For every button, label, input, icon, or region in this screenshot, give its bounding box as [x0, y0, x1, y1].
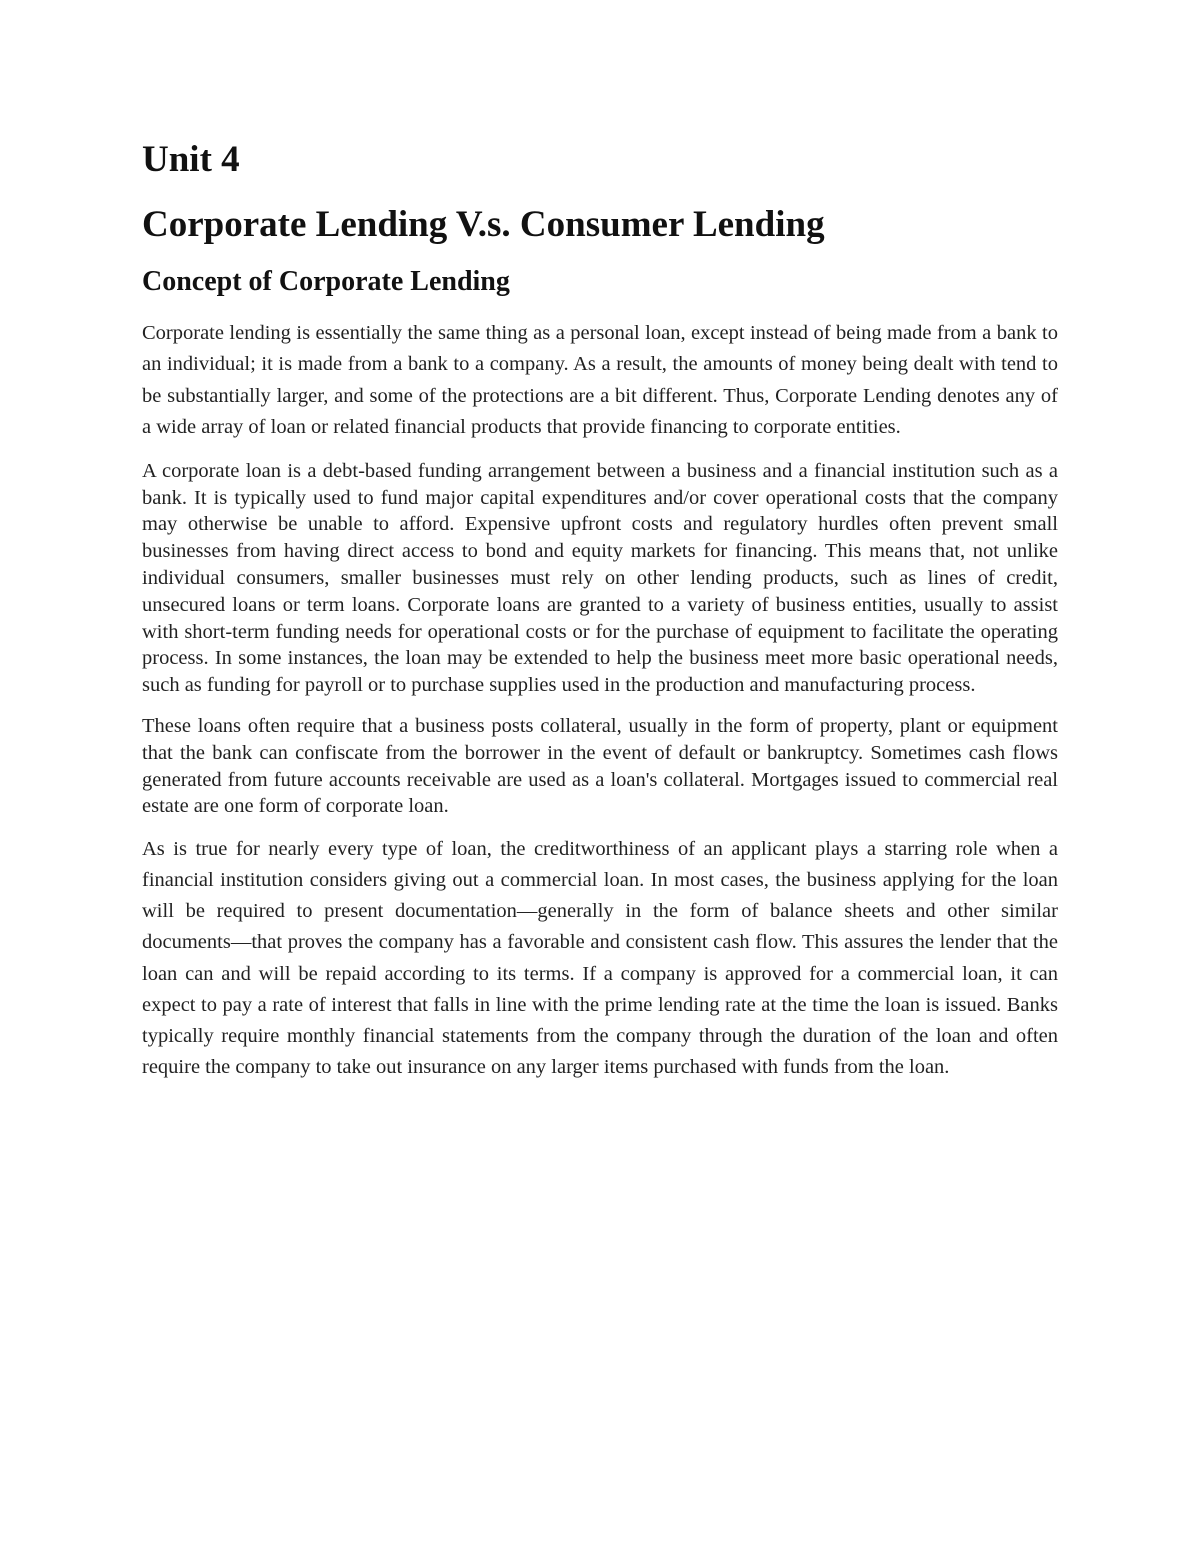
document-page	[142, 138, 1058, 1083]
paragraph-corporate-loan: A corporate loan is a debt-based funding arrangement between a business and a financial institution such as a bank. It is typically used to fund major capital expenditures and/or cover operational costs that the company may otherwise be unable to afford. Expensive upfront costs and regulatory hurdles often prevent small businesses from having direct access to bond and equity markets for financing. This means that, not unlike individual consumers, smaller businesses must rely on other lending products, such as lines of credit, unsecured loans or term loans. Corporate loans are granted to a variety of business entities, usually to assist with short-term funding needs for operational costs or for the purchase of equipment to facilitate the operating process. In some instances, the loan may be extended to help the business meet more basic operational needs, such as funding for payroll or to purchase supplies used in the production and manufacturing process.	[142, 459, 1058, 697]
unit-heading: Unit 4	[142, 139, 240, 180]
paragraph-intro: Corporate lending is essentially the same thing as a personal loan, except instead of being made from a bank to an individual; it is made from a bank to a company. As a result, the amounts of money being dealt with tend to be substantially larger, and some of the protections are a bit different. Thus, Corporate Lending denotes any of a wide array of loan or related financial products that provide financing to corporate entities.	[142, 321, 1058, 439]
main-title: Corporate Lending V.s. Consumer Lending	[142, 204, 825, 246]
paragraph-collateral: These loans often require that a business posts collateral, usually in the form of property, plant or equipment that the bank can confiscate from the borrower in the event of default or bankruptcy. Sometimes cash flows generated from future accounts receivable are used as a loan's collateral. Mortgages issued to commercial real estate are one form of corporate loan.	[142, 714, 1058, 818]
paragraph-creditworthiness: As is true for nearly every type of loan, the creditworthiness of an applicant plays a starring role when a financial institution considers giving out a commercial loan. In most cases, the business applying for the loan will be required to present documentation—generally in the form of balance sheets and other similar documents—that proves the company has a favorable and consistent cash flow. This assures the lender that the loan can and will be repaid according to its terms. If a company is approved for a commercial loan, it can expect to pay a rate of interest that falls in line with the prime lending rate at the time the loan is issued. Banks typically require monthly financial statements from the company through the duration of the loan and often require the company to take out insurance on any larger items purchased with funds from the loan.	[142, 838, 1058, 1078]
section-heading: Concept of Corporate Lending	[142, 265, 510, 297]
